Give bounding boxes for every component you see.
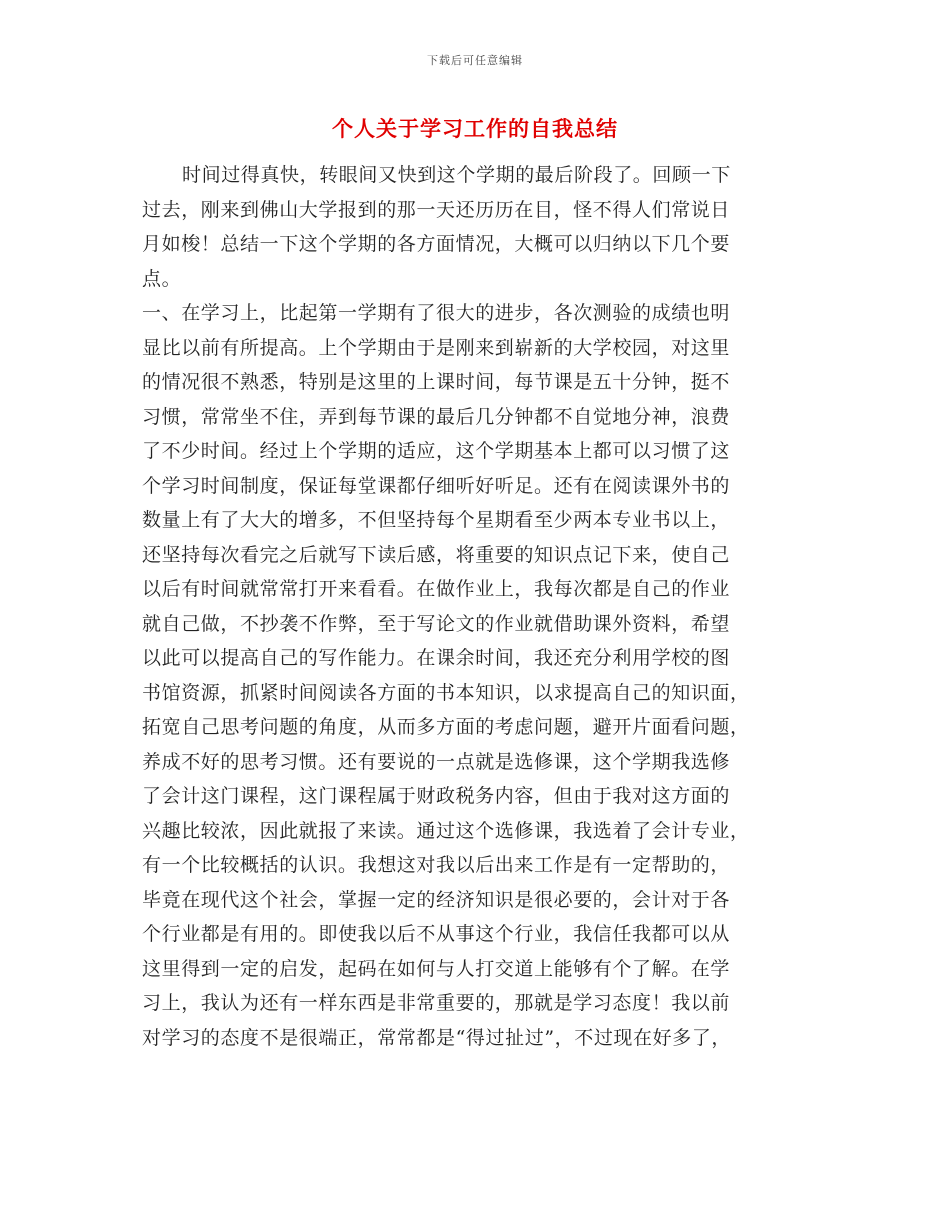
text-line: 了不少时间。经过上个学期的适应，这个学期基本上都可以习惯了这 [142, 440, 731, 462]
text-line: 以此可以提高自己的写作能力。在课余时间，我还充分利用学校的图 [142, 647, 731, 669]
text-line: 的情况很不熟悉，特别是这里的上课时间，每节课是五十分钟，挺不 [142, 371, 731, 393]
document-body [142, 158, 810, 1055]
text-line: 月如梭！总结一下这个学期的各方面情况，大概可以归纳以下几个要 [142, 233, 731, 255]
text-line: 个学习时间制度，保证每堂课都仔细听好听足。还有在阅读课外书的 [142, 474, 731, 497]
text-line: 拓宽自己思考问题的角度，从而多方面的考虑问题，避开片面看问题， [142, 716, 750, 738]
text-line: 个行业都是有用的。即使我以后不从事这个行业，我信任我都可以从 [142, 923, 731, 945]
text-line: 一、在学习上，比起第一学期有了很大的进步，各次测验的成绩也明 [142, 302, 731, 324]
text-line: 毕竟在现代这个社会，掌握一定的经济知识是很必要的，会计对于各 [142, 888, 731, 911]
document-title: 个人关于学习工作的自我总结 [332, 116, 618, 141]
text-line: 书馆资源，抓紧时间阅读各方面的书本知识，以求提高自己的知识面， [142, 681, 750, 704]
text-line: 点。 [142, 267, 182, 290]
text-line: 就自己做，不抄袭不作弊，至于写论文的作业就借助课外资料，希望 [142, 612, 731, 635]
text-line: 还坚持每次看完之后就写下读后感，将重要的知识点记下来，使自己 [142, 543, 731, 566]
text-line: 养成不好的思考习惯。还有要说的一点就是选修课，这个学期我选修 [142, 750, 731, 773]
text-line: 时间过得真快，转眼间又快到这个学期的最后阶段了。回顾一下 [182, 164, 731, 186]
text-line: 习惯，常常坐不住，弄到每节课的最后几分钟都不自觉地分神，浪费 [142, 405, 731, 428]
text-line: 了会计这门课程，这门课程属于财政税务内容，但由于我对这方面的 [142, 785, 731, 807]
text-line: 这里得到一定的启发，起码在如何与人打交道上能够有个了解。在学 [142, 957, 731, 980]
text-line: 兴趣比较浓，因此就报了来读。通过这个选修课，我选着了会计专业， [142, 819, 750, 842]
text-line: 对学习的态度不是很端正，常常都是“得过扯过”，不过现在好多了， [142, 1026, 732, 1049]
text-line: 有一个比较概括的认识。我想这对我以后出来工作是有一定帮助的， [142, 854, 731, 876]
text-line: 习上，我认为还有一样东西是非常重要的，那就是学习态度！我以前 [142, 992, 731, 1014]
text-line: 以后有时间就常常打开来看看。在做作业上，我每次都是自己的作业 [142, 578, 731, 600]
text-line: 显比以前有所提高。上个学期由于是刚来到崭新的大学校园，对这里 [142, 336, 731, 359]
header-note: 下载后可任意编辑 [427, 54, 523, 67]
text-line: 数量上有了大大的增多，不但坚持每个星期看至少两本专业书以上， [142, 509, 731, 531]
text-line: 过去，刚来到佛山大学报到的那一天还历历在目，怪不得人们常说日 [142, 198, 731, 221]
